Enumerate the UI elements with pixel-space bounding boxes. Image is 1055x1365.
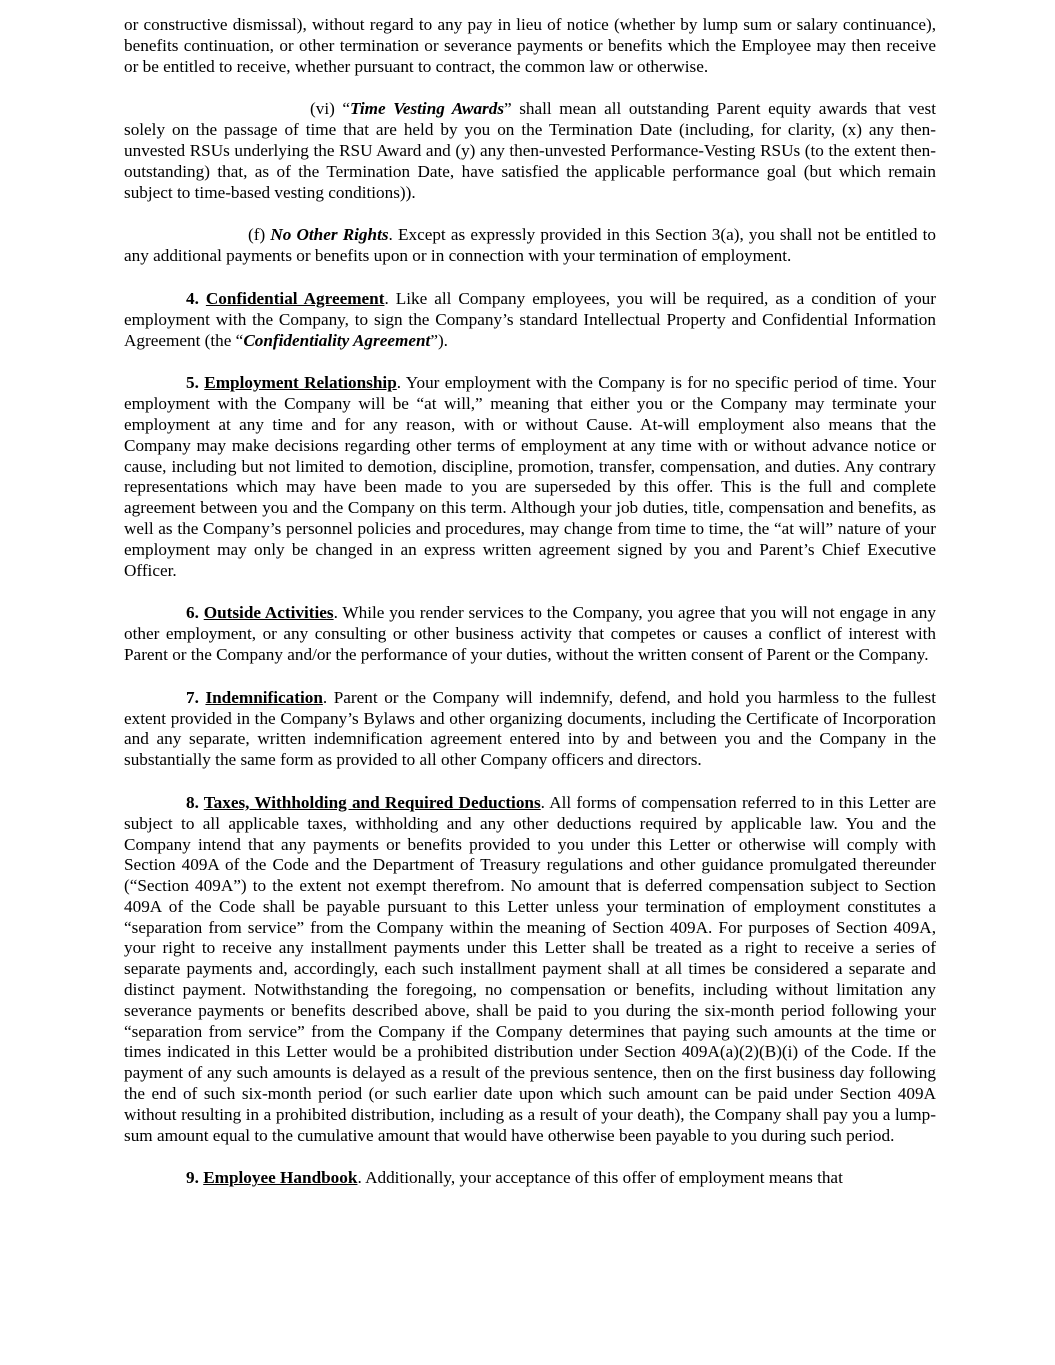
clause-lead: (vi) “ (310, 99, 351, 119)
paragraph-text-end: ”). (430, 330, 448, 350)
section-heading: Employee Handbook (203, 1168, 358, 1188)
section-5-employment-relationship (124, 373, 936, 581)
section-number: 8. (186, 792, 204, 812)
defined-term: Time Vesting Awards (350, 99, 505, 119)
section-number: 7. (186, 687, 206, 707)
section-heading: Outside Activities (203, 603, 334, 623)
paragraph-continued-definition (124, 15, 936, 77)
paragraph-time-vesting-awards (124, 99, 936, 203)
clause-lead: (f) (248, 225, 271, 245)
defined-term: No Other Rights (270, 225, 389, 245)
paragraph-no-other-rights (124, 225, 936, 267)
section-heading: Employment Relationship (204, 373, 397, 393)
section-number: 9. (186, 1168, 204, 1188)
paragraph-text: . Except as expressly provided in this Section 3(a), you shall not be entitled to any additional payments or benefits upon or in connection with your termination of employment. (124, 225, 936, 266)
paragraph-text: . While you render services to the Company, you agree that you will not engage in any other employment, or any consulting or other business activity that competes or causes a conflict of interest with Parent or the Company and/or the performance of your duties, without the written consent of Parent or the Company. (124, 603, 936, 664)
paragraph-text: . Your employment with the Company is for no specific period of time. Your employment with the Company will be “at will,” meaning that either you or the Company may terminate your employment at any time and for any reason, with or without Cause. At-will employment also means that the Company may make decisions regarding other terms of employment at any time with or without advance notice or cause, including but not limited to demotion, discipline, promotion, transfer, compensation, and duties. Any contrary representations which may have been made to you are superseded by this offer. This is the full and complete agreement between you and the Company on this term. Although your job duties, title, compensation and benefits, as well as the Company’s personnel policies and procedures, may change from time to time, the “at will” nature of your employment may only be changed in an express written agreement signed by you and Parent’s Chief Executive Officer. (124, 373, 937, 580)
paragraph-text: ” shall mean all outstanding Parent equity awards that vest solely on the passage of time that are held by you on the Termination Date (including, for clarity, (x) any then-unvested RSUs underlying the RSU Award and (y) any then-unvested Performance-Vesting RSUs (to the extent then-outstanding) that, as of the Termination Date, have satisfied the applicable performance goal (but which remain subject to time-based vesting conditions)). (124, 99, 936, 202)
section-4-confidential-agreement (124, 289, 936, 351)
paragraph-text: . Like all Company employees, you will be required, as a condition of your employment with the Company, to sign the Company’s standard Intellectual Property and Confidential Information Agreement (the “ (124, 288, 936, 350)
section-9-employee-handbook (124, 1168, 936, 1189)
paragraph-text: . Additionally, your acceptance of this offer of employment means that (357, 1168, 843, 1188)
paragraph-text: or constructive dismissal), without regard to any pay in lieu of notice (whether by lump sum or salary continuance), benefits continuation, or other termination or severance payments or benefits which the Employee may then receive or be entitled to receive, whether pursuant to contract, the common law or otherwise. (124, 15, 936, 76)
defined-term: Confidentiality Agreement (243, 330, 431, 350)
section-number: 4. (186, 288, 206, 308)
section-heading: Indemnification (205, 687, 323, 707)
section-number: 5. (186, 373, 205, 393)
section-7-indemnification (124, 688, 936, 771)
paragraph-text: . All forms of compensation referred to in this Letter are subject to all applicable taxes, withholding and any other deductions required by applicable law. You and the Company intend that any payments or benefits provided to you under this Letter or otherwise will comply with Section 409A of the Code and the Department of Treasury regulations and other guidance promulgated thereunder (“Section 409A”) to the extent not exempt therefrom. No amount that is deferred compensation subject to Section 409A of the Code shall be payable pursuant to this Letter unless your termination of employment constitutes a “separation from service” from the Company within the meaning of Section 409A. For purposes of Section 409A, your right to receive any installment payments under this Letter shall be treated as a right to receive a series of separate payments and, accordingly, each such installment payment shall at all times be considered a separate and distinct payment. Notwithstanding the foregoing, no compensation or benefits, including without limitation any severance payments or benefits described above, shall be paid to you during the six-month period following your “separation from service” from the Company if the Company determines that paying such amounts at the time or times indicated in this Letter would be a prohibited distribution under Section 409A(a)(2)(B)(i) of the Code. If the payment of any such amounts is delayed as a result of the previous sentence, then on the first business day following the end of such six-month period (or such earlier date upon which such amount can be paid under Section 409A without resulting in a prohibited distribution, including as a result of your death), the Company shall pay you a lump-sum amount equal to the cumulative amount that would have otherwise been payable to you during such period. (124, 792, 936, 1145)
section-number: 6. (186, 603, 204, 623)
section-6-outside-activities (124, 603, 936, 665)
section-heading: Confidential Agreement (205, 288, 385, 308)
section-8-taxes-withholding (124, 793, 936, 1147)
paragraph-text: . Parent or the Company will indemnify, defend, and hold you harmless to the fullest extent provided in the Company’s Bylaws and other organizing documents, including the Certificate of Incorporation and any separate, written indemnification agreement entered into by and between you and the Company in the substantially the same form as provided to all other Company officers and directors. (124, 687, 937, 770)
document-page (124, 15, 936, 1211)
section-heading: Taxes, Withholding and Required Deductions (203, 792, 541, 812)
